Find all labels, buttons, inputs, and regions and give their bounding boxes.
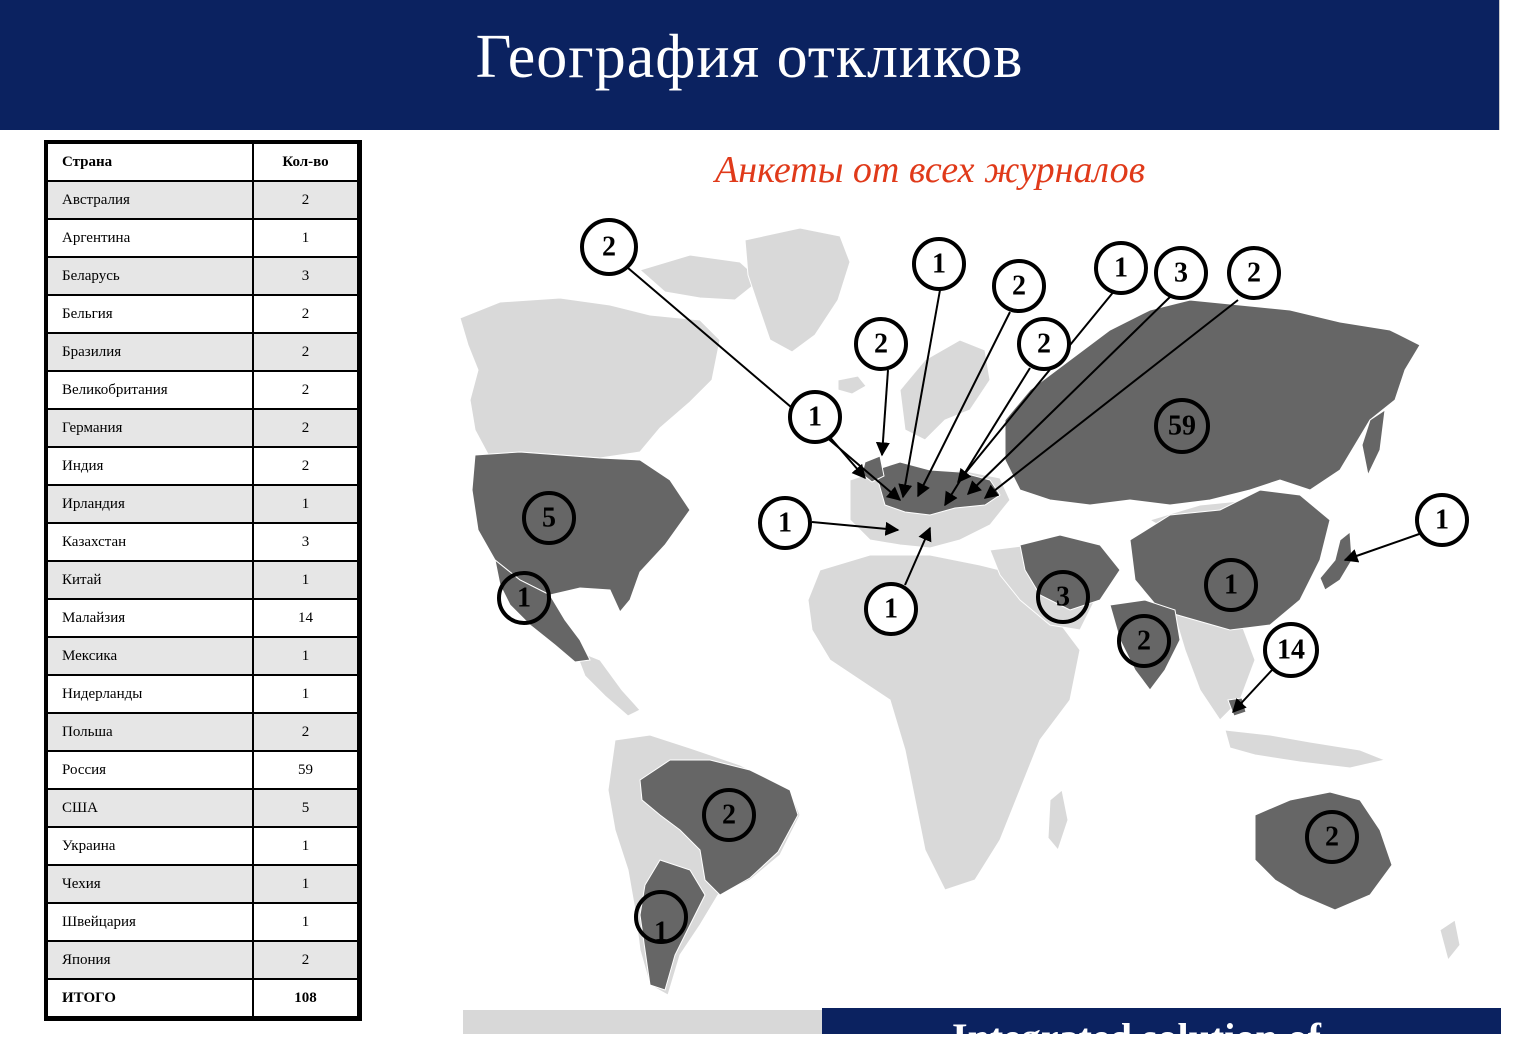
country-count: 2 <box>253 371 358 409</box>
total-count: 108 <box>253 979 358 1017</box>
svg-text:2: 2 <box>1037 328 1051 360</box>
country-name: Нидерланды <box>47 675 253 713</box>
country-name: Россия <box>47 751 253 789</box>
svg-text:1: 1 <box>808 401 822 433</box>
country-count: 1 <box>253 561 358 599</box>
land-madagascar <box>1048 790 1068 850</box>
header-edge <box>1499 0 1500 130</box>
country-name: Казахстан <box>47 523 253 561</box>
country-count: 1 <box>253 865 358 903</box>
label-ukraine <box>1096 243 1146 293</box>
country-name: Австралия <box>47 181 253 219</box>
svg-text:5: 5 <box>542 502 556 534</box>
svg-text:2: 2 <box>874 328 888 360</box>
table-row <box>47 789 358 827</box>
table-row <box>47 675 358 713</box>
land-iceland <box>838 376 866 394</box>
country-count: 1 <box>253 675 358 713</box>
label-malaysia <box>1265 624 1317 676</box>
world-map <box>440 140 1500 1010</box>
country-name: Аргентина <box>47 219 253 257</box>
svg-text:2: 2 <box>1325 821 1339 853</box>
table-row <box>47 903 358 941</box>
country-count: 3 <box>253 257 358 295</box>
land-scandinavia <box>900 340 990 440</box>
country-count: 2 <box>253 295 358 333</box>
svg-text:1: 1 <box>517 582 531 614</box>
table-row <box>47 751 358 789</box>
country-count: 1 <box>253 903 358 941</box>
svg-text:1: 1 <box>654 916 668 948</box>
country-count: 1 <box>253 637 358 675</box>
svg-text:2: 2 <box>602 231 616 263</box>
label-japan <box>1417 495 1467 545</box>
country-name: Польша <box>47 713 253 751</box>
table-row <box>47 371 358 409</box>
label-poland-top <box>582 220 636 274</box>
table-row <box>47 865 358 903</box>
country-count: 1 <box>253 485 358 523</box>
table-body <box>47 181 358 1017</box>
label-uk <box>856 319 906 369</box>
svg-text:59: 59 <box>1168 410 1196 442</box>
country-count: 2 <box>253 409 358 447</box>
country-name: Украина <box>47 827 253 865</box>
country-name: Великобритания <box>47 371 253 409</box>
label-switzerland <box>866 584 916 634</box>
country-name: Малайзия <box>47 599 253 637</box>
country-count: 5 <box>253 789 358 827</box>
land-australia <box>1255 792 1392 910</box>
country-name: Германия <box>47 409 253 447</box>
country-name: Бельгия <box>47 295 253 333</box>
table-row <box>47 181 358 219</box>
table-row <box>47 219 358 257</box>
label-germany <box>1019 319 1069 369</box>
country-name: Бразилия <box>47 333 253 371</box>
country-name: Китай <box>47 561 253 599</box>
country-count: 1 <box>253 219 358 257</box>
table-header-country: Страна <box>47 143 253 181</box>
country-name: Беларусь <box>47 257 253 295</box>
svg-text:1: 1 <box>932 248 946 280</box>
table-row <box>47 447 358 485</box>
table-row <box>47 523 358 561</box>
label-belarus <box>1156 248 1206 298</box>
country-name: США <box>47 789 253 827</box>
table-row <box>47 257 358 295</box>
footer-banner <box>822 1008 1501 1060</box>
footer-grey-block <box>463 1010 822 1034</box>
table-row <box>47 485 358 523</box>
land-indonesia <box>1225 730 1385 768</box>
table-total-row <box>47 979 358 1017</box>
country-table-grid <box>46 142 359 1018</box>
country-count: 2 <box>253 941 358 979</box>
label-netherlands <box>914 239 964 289</box>
country-count: 2 <box>253 713 358 751</box>
svg-text:3: 3 <box>1174 257 1188 289</box>
country-count: 14 <box>253 599 358 637</box>
land-new-zealand <box>1440 920 1460 960</box>
table-row <box>47 409 358 447</box>
table-row <box>47 333 358 371</box>
country-name: Япония <box>47 941 253 979</box>
map-subtitle: Анкеты от всех журналов <box>715 149 1146 191</box>
country-name: Ирландия <box>47 485 253 523</box>
svg-text:2: 2 <box>1247 257 1261 289</box>
table-row <box>47 637 358 675</box>
country-count: 59 <box>253 751 358 789</box>
country-count: 3 <box>253 523 358 561</box>
total-label: ИТОГО <box>47 979 253 1017</box>
country-count: 2 <box>253 447 358 485</box>
svg-text:2: 2 <box>1137 625 1151 657</box>
label-spain <box>760 498 810 548</box>
country-name: Индия <box>47 447 253 485</box>
table-row <box>47 561 358 599</box>
table-row <box>47 827 358 865</box>
land-canada <box>460 298 720 458</box>
country-name: Чехия <box>47 865 253 903</box>
svg-text:1: 1 <box>884 593 898 625</box>
label-czech <box>1229 248 1279 298</box>
country-name: Мексика <box>47 637 253 675</box>
svg-text:2: 2 <box>1012 270 1026 302</box>
footer-text: Integrated solution of <box>952 1015 1321 1060</box>
table-row <box>47 941 358 979</box>
header-bar <box>0 0 1499 130</box>
country-table <box>44 140 362 1021</box>
svg-text:2: 2 <box>722 799 736 831</box>
svg-text:14: 14 <box>1277 634 1305 666</box>
svg-text:1: 1 <box>1224 569 1238 601</box>
land-greenland <box>745 228 850 352</box>
label-ireland <box>790 392 840 442</box>
svg-text:1: 1 <box>1435 504 1449 536</box>
country-count: 2 <box>253 333 358 371</box>
svg-text:3: 3 <box>1056 581 1070 613</box>
country-count: 1 <box>253 827 358 865</box>
label-belgium <box>994 261 1044 311</box>
svg-text:1: 1 <box>1114 252 1128 284</box>
table-row <box>47 713 358 751</box>
table-header-count: Кол-во <box>253 143 358 181</box>
country-name: Швейцария <box>47 903 253 941</box>
table-row <box>47 599 358 637</box>
svg-text:1: 1 <box>778 507 792 539</box>
table-row <box>47 295 358 333</box>
page-title: География откликов <box>475 23 1024 91</box>
country-count: 2 <box>253 181 358 219</box>
